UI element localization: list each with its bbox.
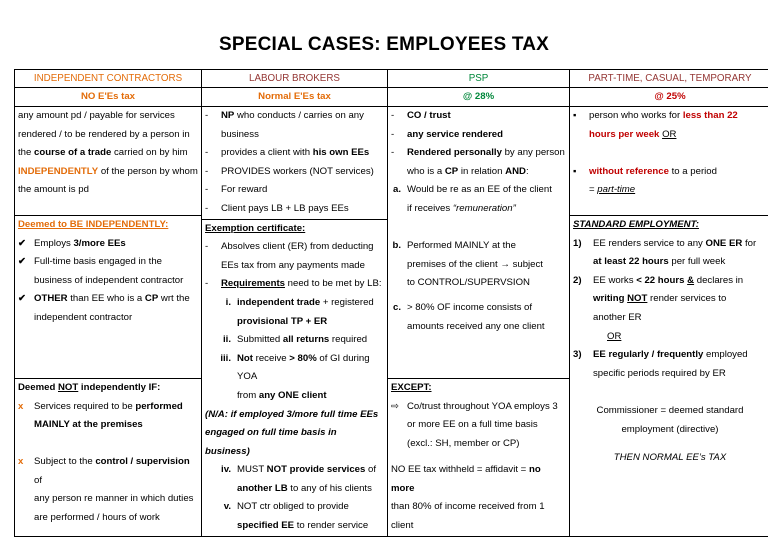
text: any ONE client	[258, 389, 327, 401]
sub-part-time-rate: @ 25%	[570, 88, 768, 107]
spacer	[18, 435, 198, 454]
list-item	[18, 290, 198, 327]
text: Co/trust throughout YOA employs 3	[407, 400, 558, 412]
text	[237, 350, 384, 406]
text: Subject to the	[34, 456, 96, 468]
list-item	[573, 107, 767, 144]
text: part-time	[597, 184, 636, 196]
text: independently IF:	[78, 381, 161, 393]
text: declares in	[694, 274, 744, 286]
list-item	[573, 235, 767, 272]
text: of the person by whom	[98, 165, 198, 177]
text	[34, 398, 198, 435]
list-item	[205, 275, 384, 294]
text: provide services	[286, 464, 366, 476]
list-item	[391, 299, 566, 336]
text: EE renders service to any	[593, 237, 706, 249]
check-icon: ✔	[18, 237, 27, 249]
text: at least 22 hours	[593, 256, 669, 268]
col1-deemed	[15, 216, 202, 379]
check-icon: ✔	[18, 293, 27, 305]
list-item	[205, 107, 384, 144]
text: wrt the	[158, 293, 190, 305]
special-cases-table	[14, 69, 768, 537]
text: Would be re as an EE of the client	[407, 184, 552, 196]
text: provides a client with	[221, 147, 313, 159]
letter: b.	[392, 240, 401, 252]
list-item	[391, 398, 566, 454]
text: Submitted	[237, 334, 283, 346]
text: amounts received any one client	[407, 320, 545, 332]
header-part-time: PART-TIME, CASUAL, TEMPORARY	[570, 70, 768, 88]
text: < 22 hours	[636, 274, 685, 286]
text	[34, 290, 198, 327]
text: if receives	[407, 202, 453, 214]
text: to render service	[294, 520, 369, 532]
text: per full week	[668, 256, 726, 268]
text: INDEPENDENTLY	[18, 165, 99, 177]
text: writing	[593, 293, 625, 305]
text: of	[365, 464, 377, 476]
text: are performed / hours of work	[34, 512, 160, 524]
list-item	[391, 237, 566, 293]
list-item	[391, 107, 566, 126]
text: MAINLY at the premises	[34, 419, 143, 431]
standard-heading: STANDARD EMPLOYMENT:	[573, 219, 699, 230]
text: For reward	[221, 184, 268, 196]
page-title: SPECIAL CASES: EMPLOYEES TAX	[218, 34, 550, 55]
text: > 80% OF income consists of	[407, 301, 533, 313]
text: EEs tax from any payments made	[221, 259, 365, 271]
text: business of independent contractor	[34, 274, 184, 286]
col1-intro	[15, 107, 202, 216]
text: AND	[505, 165, 526, 177]
text: Deemed	[18, 381, 58, 393]
dash: -	[391, 128, 395, 140]
col4-top	[570, 107, 768, 216]
text	[237, 461, 384, 498]
row-a	[15, 107, 768, 216]
dash: -	[205, 241, 209, 253]
text	[589, 163, 767, 200]
list-item	[205, 181, 384, 200]
text: person who works for	[589, 110, 683, 121]
text: who conducts / carries on any	[234, 110, 364, 121]
dash: -	[205, 147, 209, 159]
list-item	[205, 461, 384, 498]
text: MUST	[237, 464, 267, 476]
col2-labour-brokers	[202, 107, 388, 537]
text: CP	[444, 165, 459, 177]
list-item	[18, 253, 198, 290]
text: less than 22	[682, 110, 738, 121]
text: for	[742, 237, 757, 249]
spacer	[573, 383, 767, 402]
list-item	[391, 181, 566, 218]
list-item	[391, 126, 566, 145]
text: NOT	[266, 464, 287, 476]
text: 3/more EEs	[73, 237, 126, 249]
commissioner-line: Commissioner = deemed standard	[596, 404, 744, 416]
list-item	[205, 238, 384, 275]
dash: -	[391, 147, 395, 159]
text: independent trade	[237, 296, 321, 308]
text: without reference	[589, 165, 669, 177]
dash: -	[391, 110, 395, 121]
text: any person re manner in which duties	[34, 493, 194, 505]
list-item	[18, 398, 198, 435]
text: course of a trade	[34, 147, 112, 159]
roman-numeral: iii.	[220, 352, 231, 364]
x-icon: x	[18, 400, 24, 412]
col3-except	[388, 378, 570, 536]
except-heading: EXCEPT:	[391, 381, 432, 393]
text	[237, 331, 384, 350]
text: “remuneration”	[452, 202, 516, 214]
text: (excl.: SH, member or CP)	[407, 437, 520, 449]
exemption-heading: Exemption certificate:	[205, 222, 306, 234]
dash: -	[205, 278, 209, 290]
text: receive	[252, 352, 290, 364]
check-icon: ✔	[18, 256, 27, 268]
or-label: OR	[607, 330, 622, 342]
list-item	[205, 163, 384, 182]
note-line: (N/A: if employed 3/more full time EEs	[205, 408, 379, 420]
text: performed	[135, 400, 183, 412]
text: Absolves client (ER) from deducting	[221, 241, 374, 253]
item-number: 3)	[573, 349, 582, 361]
text: Requirements	[221, 278, 285, 290]
text	[407, 398, 566, 454]
text: Client pays LB + LB pays EEs	[221, 202, 349, 214]
subheader-row	[15, 88, 768, 107]
list-item	[391, 144, 566, 181]
header-row	[15, 70, 768, 88]
bullet: ▪	[573, 165, 577, 177]
list-item	[205, 200, 384, 219]
text: + registered	[320, 296, 374, 308]
commissioner-line: employment (directive)	[621, 423, 719, 435]
deemed-heading: Deemed to BE INDEPENDENTLY:	[18, 219, 169, 230]
text	[407, 144, 566, 181]
roman-numeral: iv.	[221, 464, 231, 476]
sub-no-ees-tax: NO E'Es tax	[15, 88, 202, 107]
text: employed	[703, 349, 748, 361]
roman-numeral: i.	[225, 296, 231, 308]
roman-numeral: v.	[223, 501, 231, 513]
text	[407, 181, 566, 218]
text: all returns	[282, 334, 330, 346]
text	[589, 107, 767, 144]
text: EE regularly / frequently	[593, 349, 704, 361]
text: control / supervision	[95, 456, 190, 468]
text: OR	[662, 128, 677, 140]
text: to a period	[668, 165, 717, 177]
text: no more	[391, 464, 541, 494]
header-independent-contractors: INDEPENDENT CONTRACTORS	[15, 70, 202, 88]
x-icon: x	[18, 456, 24, 468]
arrow-icon: ⇨	[391, 400, 400, 412]
dash: -	[205, 165, 209, 177]
text: Performed MAINLY at the	[407, 240, 516, 252]
text: ONE ER	[705, 237, 743, 249]
text: &	[687, 274, 695, 286]
dash: -	[205, 110, 209, 121]
text	[221, 238, 384, 275]
col3-psp-top	[388, 107, 570, 379]
text	[237, 498, 384, 535]
list-item	[205, 331, 384, 350]
bullet: ▪	[573, 110, 577, 121]
dash: -	[205, 184, 209, 196]
header-psp: PSP	[388, 70, 570, 88]
text-line	[18, 144, 198, 163]
text	[593, 346, 767, 383]
text: independent contractor	[34, 311, 133, 323]
roman-numeral: ii.	[223, 334, 231, 346]
list-item	[18, 235, 198, 254]
sub-psp-rate: @ 28%	[388, 88, 570, 107]
letter: a.	[392, 184, 401, 196]
text	[34, 235, 198, 254]
dash: -	[205, 202, 209, 214]
text: CP	[144, 293, 159, 305]
footer-line	[391, 461, 566, 498]
list-item	[205, 144, 384, 163]
text: to any of his clients	[287, 482, 372, 494]
text: :	[525, 165, 529, 177]
text: the	[18, 147, 35, 159]
text: specified EE	[237, 520, 295, 532]
not-heading	[18, 379, 198, 398]
text: of	[34, 474, 43, 486]
list-item	[573, 163, 767, 200]
text: Full-time basis engaged in the	[34, 256, 162, 268]
list-item	[205, 350, 384, 406]
text: CO / trust	[407, 110, 451, 121]
text: provisional TP + ER	[237, 315, 328, 327]
text: from	[237, 389, 259, 401]
text: =	[589, 184, 598, 196]
spacer	[391, 453, 566, 461]
text: EE works	[593, 274, 637, 286]
header-labour-brokers: LABOUR BROKERS	[202, 70, 388, 88]
text: NOT	[627, 293, 648, 305]
list-item	[205, 294, 384, 331]
text: > 80%	[289, 352, 317, 364]
text: his own EEs	[312, 147, 370, 159]
text: in relation	[458, 165, 506, 177]
list-item	[573, 272, 767, 328]
spacer	[573, 439, 767, 449]
text: specific periods required by ER	[593, 367, 726, 379]
text: Employs	[34, 237, 74, 249]
text: NOT	[58, 381, 79, 393]
text: NP	[221, 110, 235, 121]
text: business	[221, 128, 259, 140]
text-line	[18, 163, 198, 182]
text: any service rendered	[407, 128, 503, 140]
text: than EE who is a	[67, 293, 145, 305]
text-line: rendered / to be rendered by a person in	[18, 128, 190, 140]
text: required	[329, 334, 368, 346]
text: need to be met by LB:	[284, 278, 382, 290]
text	[593, 235, 767, 272]
text: NO EE tax withheld = affidavit =	[391, 464, 529, 476]
exemption-section	[202, 219, 387, 536]
spacer	[391, 219, 566, 238]
text: who is a	[407, 165, 445, 177]
text	[407, 237, 566, 293]
letter: c.	[392, 301, 401, 313]
text: to CONTROL/SUPERVSION	[407, 277, 530, 289]
text: hours per week	[589, 128, 660, 140]
text: by any person	[501, 147, 565, 159]
text	[593, 272, 767, 328]
text: another ER	[593, 311, 642, 323]
footer-line: than 80% of income received from 1 client	[391, 501, 545, 532]
text: render services to	[647, 293, 727, 305]
text	[407, 299, 566, 336]
spacer	[573, 144, 767, 163]
text: of GI during YOA	[237, 352, 370, 383]
sub-normal-ees-tax: Normal E'Es tax	[202, 88, 388, 107]
text-line: the amount is pd	[18, 184, 89, 196]
text	[221, 144, 384, 163]
text: another LB	[237, 482, 288, 494]
text: Services required to be	[34, 400, 136, 412]
then-normal-tax: THEN NORMAL EE’s TAX	[613, 452, 727, 464]
text	[34, 453, 198, 527]
text	[34, 253, 198, 290]
list-item	[18, 453, 198, 527]
col1-not-deemed	[15, 378, 202, 536]
text: premises of the client → subject	[407, 258, 543, 270]
text-line: any amount pd / payable for services	[18, 110, 175, 121]
item-number: 2)	[573, 274, 582, 286]
note-line: engaged on full time basis in business)	[205, 427, 337, 457]
text: carried on by him	[111, 147, 188, 159]
item-number: 1)	[573, 237, 582, 249]
text: Rendered personally	[407, 147, 502, 159]
list-item	[205, 498, 384, 535]
list-item	[573, 346, 767, 383]
col4-standard	[570, 216, 768, 537]
text: OTHER	[34, 293, 68, 305]
text: NOT ctr obliged to provide	[237, 501, 349, 513]
text	[237, 294, 384, 331]
text	[221, 107, 384, 144]
text: PROVIDES workers (NOT services)	[221, 165, 374, 177]
text: or more EE on a full time basis	[407, 419, 538, 431]
text: Not	[237, 352, 253, 364]
text	[221, 275, 384, 294]
